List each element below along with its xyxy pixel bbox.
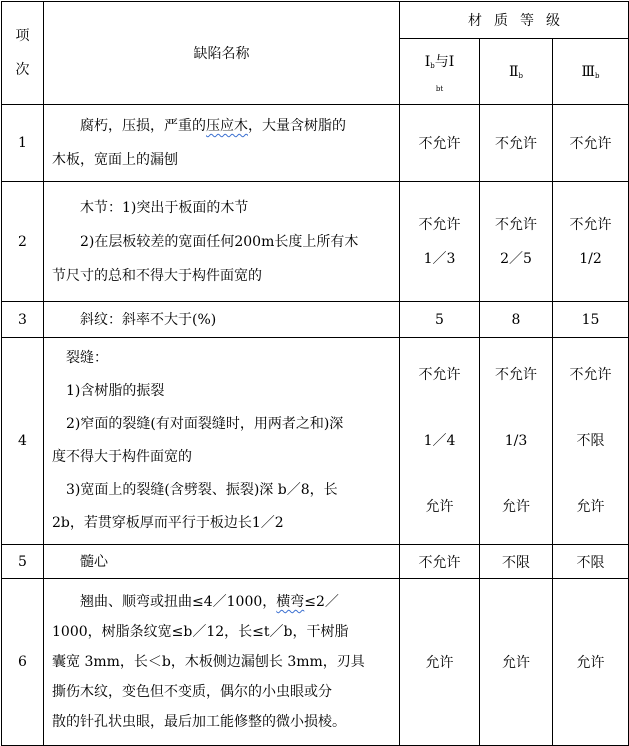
grade-cell: [400, 182, 480, 302]
row-no: 5: [2, 545, 44, 579]
defect-line: 木节：1)突出于板面的木节: [80, 199, 249, 216]
grade-value: 1／3: [423, 250, 456, 267]
defect-text: 压应木: [206, 118, 248, 134]
grade-value: 不允许: [418, 367, 461, 383]
grade-cell: 不允许: [400, 545, 480, 579]
table-row: [2, 579, 629, 746]
header-material-grade: 材质等级: [400, 2, 629, 39]
grade-cell: [553, 338, 629, 545]
row-defect: [44, 105, 400, 182]
grade-cell: [553, 182, 629, 302]
grade-cell: [480, 182, 553, 302]
grade-cell: 8: [480, 302, 553, 338]
grade-1-sub: b: [430, 61, 435, 70]
defect-line: 节尺寸的总和不得大于构件面宽的: [52, 267, 262, 284]
grade-3-sub: b: [595, 71, 600, 80]
row-defect: [44, 302, 400, 338]
table-row: [2, 302, 629, 338]
header-grade-2: [480, 39, 553, 105]
table-row: [2, 105, 629, 182]
defect-text: ≤2／: [304, 594, 339, 610]
grade-cell: 5: [400, 302, 480, 338]
row-no: 6: [2, 579, 44, 746]
defect-line: 度不得大于构件面宽的: [52, 449, 192, 465]
row-no: 3: [2, 302, 44, 338]
header-defect-name: 缺陷名称: [44, 2, 400, 105]
grade-value: 不限: [576, 433, 605, 449]
grade-cell: 不允许: [553, 105, 629, 182]
defect-line: 1000，树脂条纹宽≤b／12，长≤t／b，干树脂: [52, 624, 349, 640]
grade-value: 1/2: [579, 250, 602, 267]
grade-value: 不允许: [569, 216, 612, 233]
grade-value: 1/3: [504, 433, 528, 449]
defect-line: 1)含树脂的振裂: [66, 383, 165, 399]
defect-line: 2)窄面的裂缝(有对面裂缝时，用两者之和)深: [66, 416, 344, 432]
header-item-char-1: 项: [15, 28, 30, 44]
grade-2-sub: b: [518, 71, 523, 80]
grade-cell: 允许: [480, 579, 553, 746]
grade-value: 允许: [425, 499, 454, 515]
grade-2-main: Ⅱ: [509, 63, 519, 80]
defect-line: 囊宽 3mm，长＜b，木板侧边漏刨长 3mm，刃具: [52, 654, 365, 670]
grade-value: 不允许: [495, 367, 537, 383]
defect-line: 2)在层板较差的宽面任何200m长度上所有木: [80, 233, 359, 250]
grade-cell: 15: [553, 302, 629, 338]
grade-cell: 不允许: [480, 105, 553, 182]
defect-line: 木板，宽面上的漏刨: [52, 152, 178, 168]
defect-text: 横弯: [276, 594, 305, 610]
header-grade-3: [553, 39, 629, 105]
grade-value: 1／4: [423, 433, 456, 449]
defect-text: 翘曲、顺弯或扭曲≤4／1000，: [80, 594, 277, 610]
row-no: 2: [2, 182, 44, 302]
defect-line: 裂缝：: [66, 350, 108, 366]
header-item-char-2: 次: [15, 62, 30, 78]
defect-text: 腐朽，压损，严重的: [80, 118, 206, 134]
table-row: [2, 182, 629, 302]
row-defect: [44, 338, 400, 545]
grade-cell: [400, 338, 480, 545]
grade-value: 不允许: [569, 367, 612, 383]
grade-1-sub2: bt: [435, 84, 444, 93]
grade-value: 不允许: [418, 216, 461, 233]
grade-cell: [480, 338, 553, 545]
row-defect: [44, 545, 400, 579]
grade-1-join: 与Ⅰ: [434, 53, 455, 70]
grade-value: 不允许: [495, 216, 537, 233]
row-no: 1: [2, 105, 44, 182]
header-grade-1: [400, 39, 480, 105]
defect-line: 髓心: [80, 553, 108, 570]
grade-cell: 不允许: [400, 105, 480, 182]
defect-line: [52, 587, 395, 617]
defect-text: ，大量含树脂的: [248, 118, 346, 134]
row-no: 4: [2, 338, 44, 545]
header-item-no: [2, 2, 44, 105]
defect-line: 斜纹：斜率不大于(%): [80, 311, 217, 328]
table-row: [2, 545, 629, 579]
defect-grade-table: [1, 1, 629, 746]
grade-cell: 不限: [553, 545, 629, 579]
grade-value: 2／5: [500, 250, 532, 267]
defect-line: [52, 109, 395, 143]
grade-1-main: Ⅰ: [424, 53, 431, 70]
row-defect: [44, 579, 400, 746]
grade-cell: 允许: [400, 579, 480, 746]
defect-line: 3)宽面上的裂缝(含劈裂、振裂)深 b／8，长: [66, 482, 338, 498]
grade-value: 允许: [502, 499, 530, 515]
defect-line: 2b，若贯穿板厚而平行于板边长1／2: [52, 515, 284, 531]
defect-line: 散的针孔状虫眼，最后加工能修整的微小损棱。: [52, 714, 346, 730]
grade-value: 允许: [576, 499, 605, 515]
grade-cell: 不限: [480, 545, 553, 579]
table-row: [2, 338, 629, 545]
defect-line: 撕伤木纹，变色但不变质，偶尔的小虫眼或分: [52, 684, 332, 700]
grade-cell: 允许: [553, 579, 629, 746]
grade-3-main: Ⅲ: [581, 63, 596, 80]
row-defect: [44, 182, 400, 302]
